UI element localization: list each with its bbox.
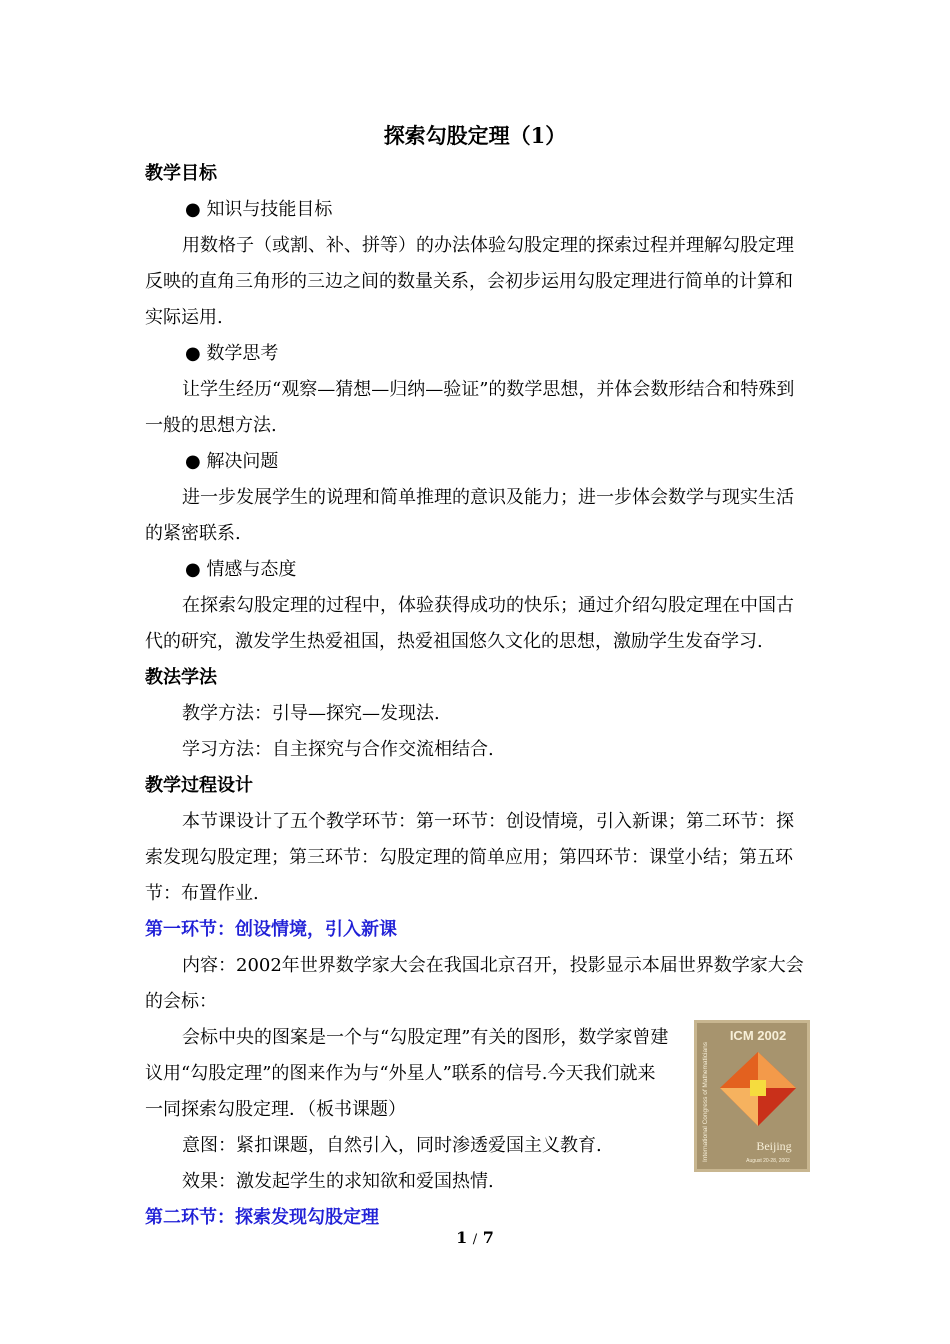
bullet-math-thinking-label: 数学思考 [206,343,279,364]
document-title: 探索勾股定理（1） [383,123,567,148]
page-current: 1 [456,1228,468,1247]
bullet-attitude: ● 情感与态度 [185,559,297,580]
page-total: 7 [482,1228,494,1247]
bullet-knowledge-label: 知识与技能目标 [206,199,333,220]
document-body [145,156,810,1236]
teaching-method: 教学方法：引导—探究—发现法. [182,703,440,724]
logo-side-text: International Congress of Mathematicians [702,1042,709,1162]
process-heading: 教学过程设计 [145,775,253,796]
bullet-attitude-label: 情感与态度 [206,559,297,580]
logo-center-square [750,1080,766,1096]
page-number [0,1228,950,1247]
logo-top-text: ICM 2002 [729,1028,787,1043]
bullet-knowledge: ● 知识与技能目标 [185,199,333,220]
methods-heading: 教法学法 [145,667,217,688]
step1-description: 会标中央的图案是一个与“勾股定理”有关的图形，数学家曾建议用“勾股定理”的图来作为与“外星人”联系的信号.今天我们就来一同探索勾股定理．（板书课题） [145,1027,669,1120]
icm-logo-svg [694,1020,810,1172]
logo-city-text: Beijing [756,1139,792,1153]
goals-heading: 教学目标 [145,163,217,184]
step1-intent: 意图：紧扣课题，自然引入，同时渗透爱国主义教育. [182,1135,602,1156]
paragraph-problem-solving: 进一步发展学生的说理和简单推理的意识及能力；进一步体会数学与现实生活的紧密联系. [145,487,794,544]
step1-content: 内容：2002年世界数学家大会在我国北京召开，投影显示本届世界数学家大会的会标： [145,955,804,1012]
logo-date-text: August 20-28, 2002 [746,1158,790,1164]
paragraph-knowledge: 用数格子（或割、补、拼等）的办法体验勾股定理的探索过程并理解勾股定理反映的直角三角形的三边之间的数量关系，会初步运用勾股定理进行简单的计算和实际运用. [145,235,794,328]
step2-heading: 第二环节：探索发现勾股定理 [145,1207,379,1228]
icm-logo-image [694,1020,810,1172]
process-intro: 本节课设计了五个教学环节：第一环节：创设情境，引入新课；第二环节：探索发现勾股定理；第三环节：勾股定理的简单应用；第四环节：课堂小结；第五环节：布置作业. [145,811,794,904]
bullet-math-thinking: ● 数学思考 [185,343,279,364]
step1-effect: 效果：激发起学生的求知欲和爱国热情. [182,1171,494,1192]
learning-method: 学习方法：自主探究与合作交流相结合. [182,739,494,760]
paragraph-math-thinking: 让学生经历“观察—猜想—归纳—验证”的数学思想，并体会数形结合和特殊到一般的思想方法. [145,379,795,436]
bullet-problem-solving: ● 解决问题 [185,451,279,472]
bullet-problem-solving-label: 解决问题 [206,451,279,472]
step1-heading: 第一环节：创设情境，引入新课 [145,919,397,940]
page-separator: / [472,1232,478,1247]
paragraph-attitude: 在探索勾股定理的过程中，体验获得成功的快乐；通过介绍勾股定理在中国古代的研究，激发学生热爱祖国，热爱祖国悠久文化的思想，激励学生发奋学习. [145,595,794,652]
